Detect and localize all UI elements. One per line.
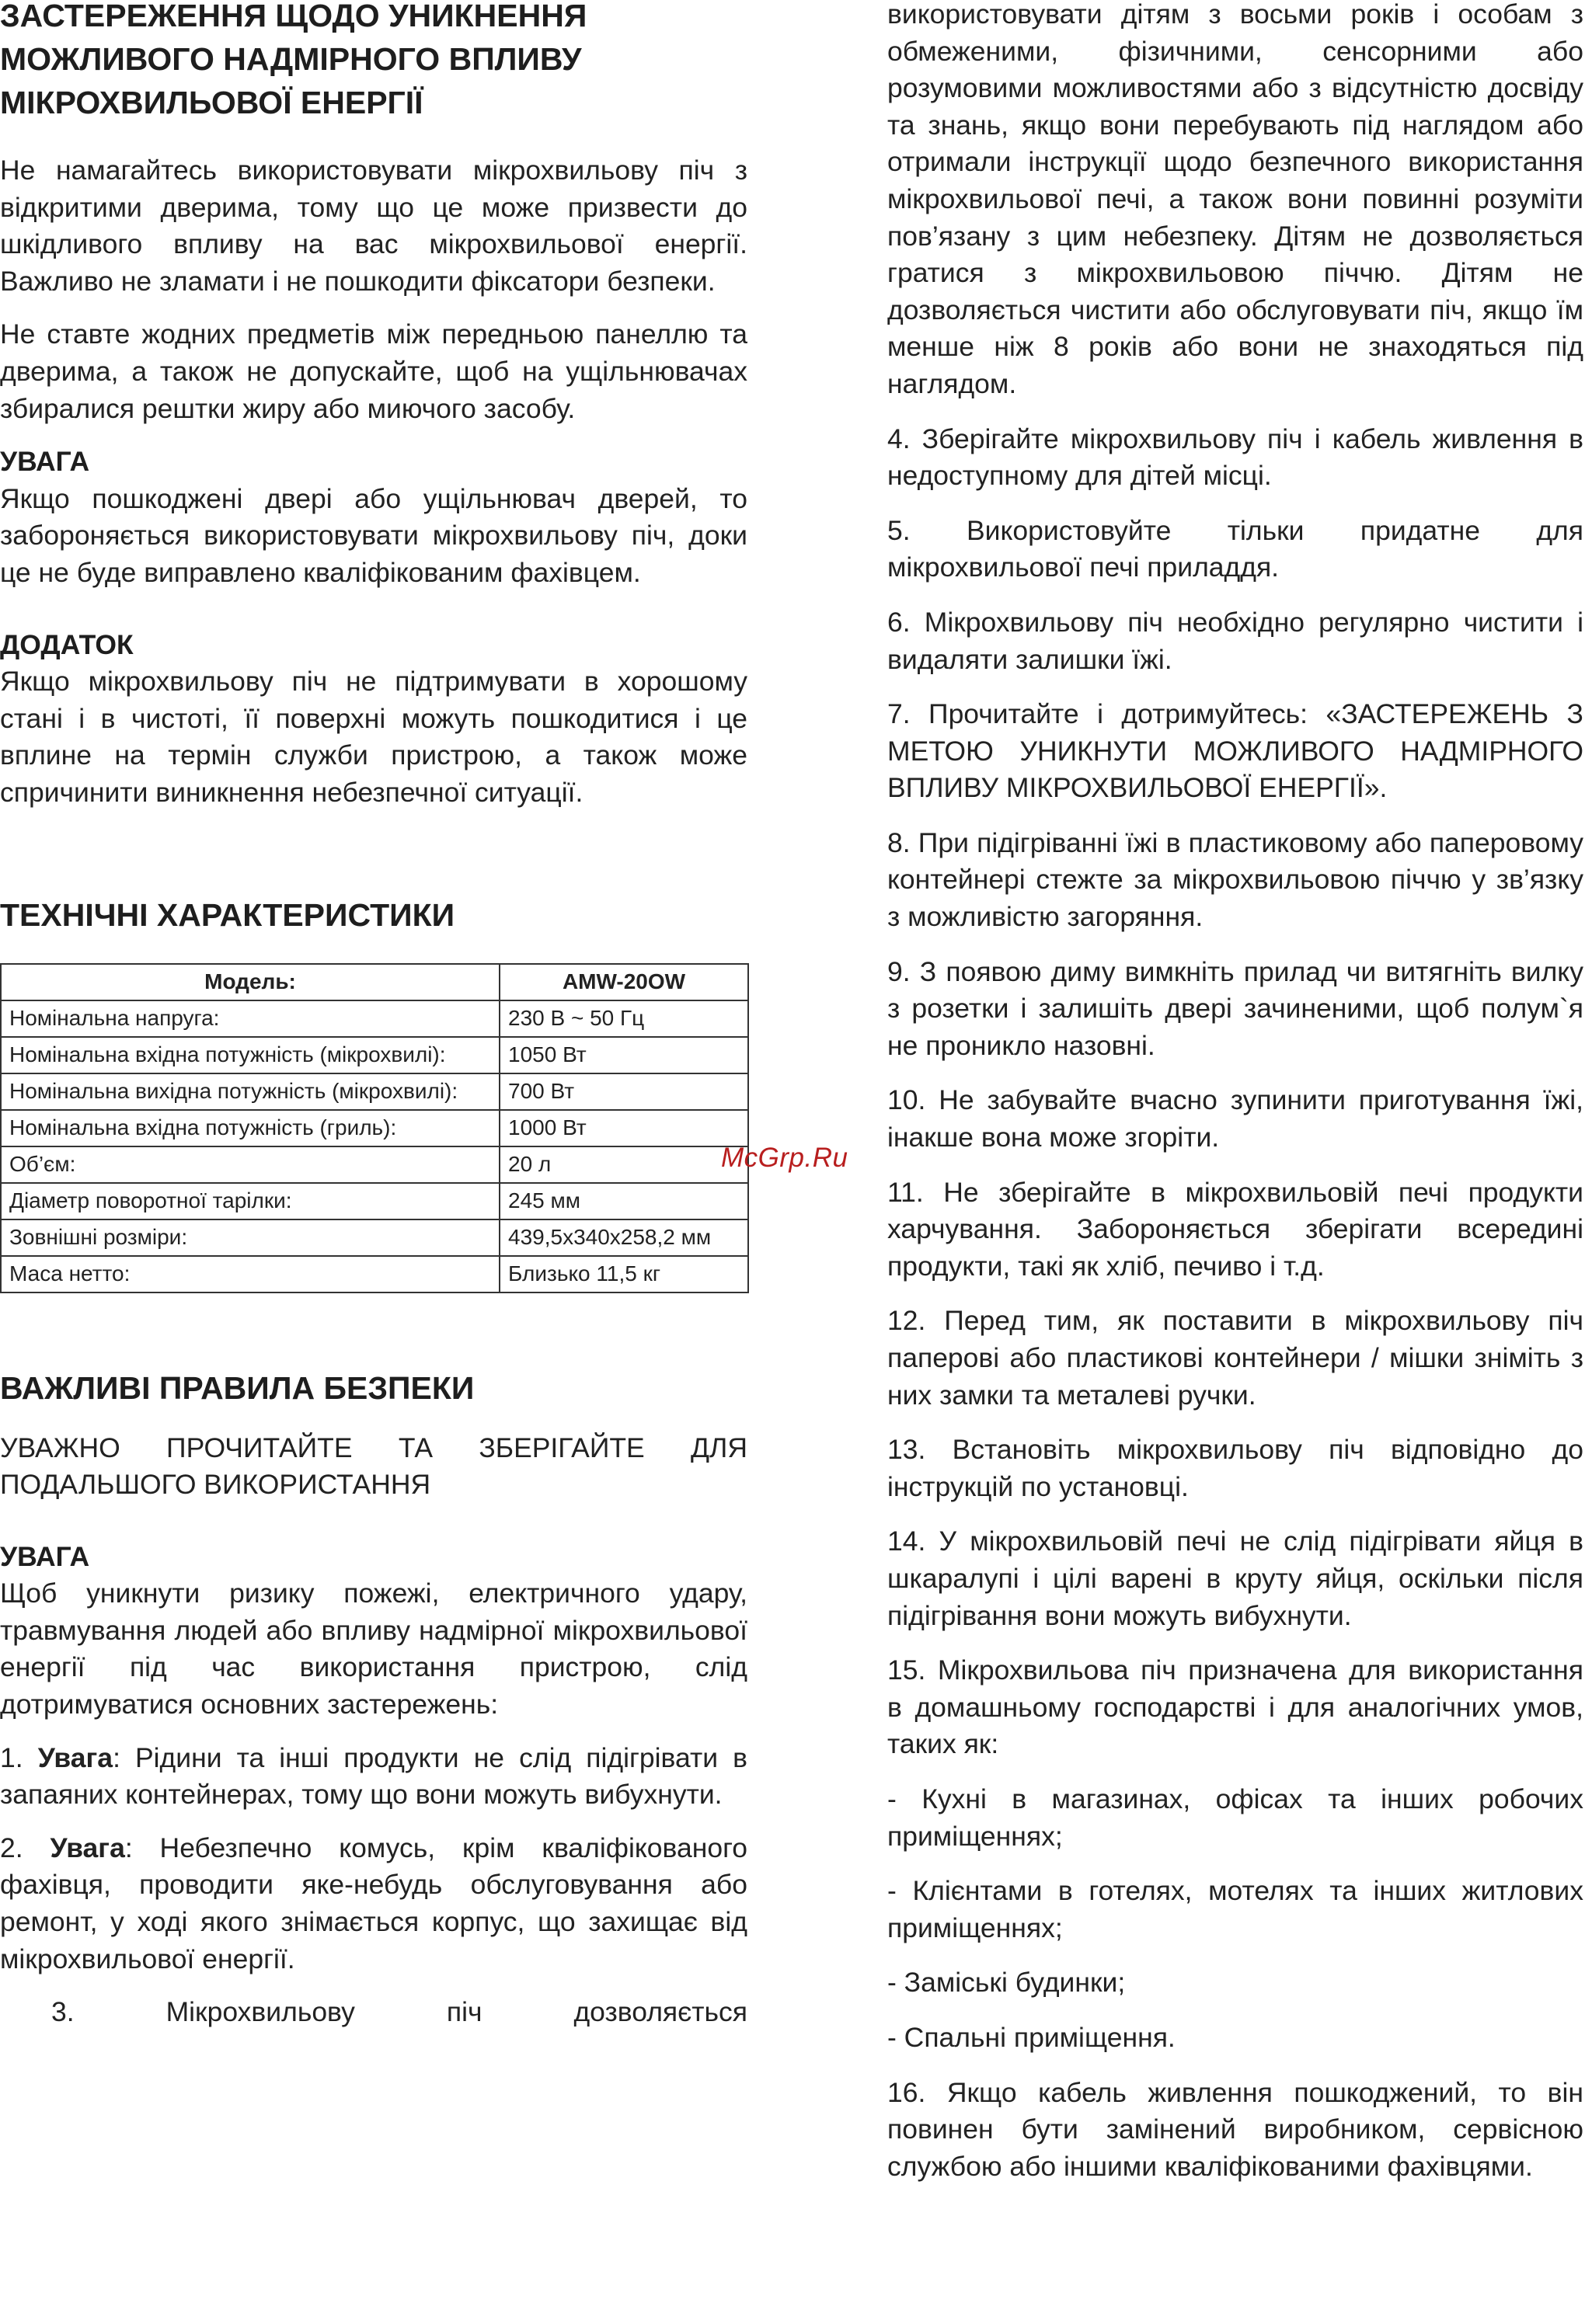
item-number: 2. (0, 1832, 51, 1863)
table-row (1, 1146, 748, 1183)
spec-label: Об’єм: (1, 1146, 500, 1183)
addendum-heading: ДОДАТОК (0, 628, 134, 660)
warning-text: Якщо пошкоджені двері або ущільнювач дверей, то забороняється використовувати мікрохвильову піч, доки це не буде виправлено кваліфікованим фахівцем. (0, 482, 747, 588)
spec-value: 245 мм (500, 1183, 748, 1219)
table-row (1, 1110, 748, 1146)
specs-table-header (1, 964, 748, 1000)
read-and-keep-notice: УВАЖНО ПРОЧИТАЙТЕ ТА ЗБЕРІГАЙТЕ ДЛЯ ПОДАЛЬШОГО ВИКОРИСТАННЯ (0, 1432, 747, 1501)
safety-item-6: 6. Мікрохвильову піч необхідно регулярно чистити і видаляти залишки їжі. (887, 606, 1583, 675)
item-text: : Небезпечно комусь, крім кваліфікованого фахівця, проводити яке-небудь обслуговування або ремонт, у ході якого знімається корпус, що захищає від мікрохвильової енергії. (0, 1832, 747, 1974)
warning-heading: УВАГА (0, 446, 90, 478)
safety-item-15: 15. Мікрохвильова піч призначена для використання в домашньому господарстві і для аналогічних умов, таких як: (887, 1654, 1583, 1760)
safety-item-12: 12. Перед тим, як поставити в мікрохвильову піч паперові або пластикові контейнери / мішки зніміть з них замки та металеві ручки. (887, 1305, 1583, 1411)
safety-item-3-start: 3. Мікрохвильову піч дозволяється (51, 1996, 747, 2028)
right-column (887, 0, 1583, 2185)
spec-value: 20 л (500, 1146, 748, 1183)
item-text: : Рідини та інші продукти не слід підігрівати в запаяних контейнерах, тому що вони можуть вибухнути. (0, 1741, 747, 1811)
paragraph-door-seals: Не ставте жодних предметів між передньою панеллю та дверима, а також не допускайте, щоб на ущільнювачах збиралися рештки жиру або миючого засобу. (0, 318, 747, 424)
safety-item-11: 11. Не зберігайте в мікрохвильовій печі продукти харчування. Забороняється зберігати всередині продукти, такі як хліб, печиво і т.д. (887, 1176, 1583, 1282)
left-column (0, 0, 747, 2031)
watermark: McGrp.Ru (721, 1143, 848, 1173)
safety-item-16: 16. Якщо кабель живлення пошкоджений, то він повинен бути замінений виробником, сервісною службою або іншими кваліфікованими фахівцями. (887, 2076, 1583, 2182)
safety-item-1 (0, 1740, 747, 1814)
specs-table (0, 963, 749, 1293)
spec-value: 700 Вт (500, 1073, 748, 1110)
item-bold-label: Увага (50, 1832, 125, 1863)
safety-item-4: 4. Зберігайте мікрохвильову піч і кабель живлення в недоступному для дітей місці. (887, 423, 1583, 492)
table-row (1, 1256, 748, 1292)
spec-value: 1000 Вт (500, 1110, 748, 1146)
spec-value: 1050 Вт (500, 1037, 748, 1073)
usage-country-houses: - Заміські будинки; (887, 1967, 1126, 1999)
spec-label: Номінальна вхідна потужність (мікрохвилі): (1, 1037, 500, 1073)
safety-rules-title: ВАЖЛИВІ ПРАВИЛА БЕЗПЕКИ (0, 1369, 475, 1406)
safety-item-10: 10. Не забувайте вчасно зупинити приготування їжі, інакше вона може згоріти. (887, 1084, 1583, 1153)
addendum-text: Якщо мікрохвильову піч не підтримувати в хорошому стані і в чистоті, її поверхні можуть пошкодитися і це вплине на термін служби пристрою, а також може спричинити виникнення небезпечної ситуації. (0, 666, 747, 808)
item-bold-label: Увага (37, 1741, 113, 1773)
spec-value: Близько 11,5 кг (500, 1256, 748, 1292)
safety-item-9: 9. З появою диму вимкніть прилад чи витягніть вилку з розетки і залишіть двері зачиненими, щоб полум`я не проникло назовні. (887, 955, 1583, 1061)
specs-header-value: AMW-20OW (500, 964, 748, 1000)
spec-label: Маса нетто: (1, 1256, 500, 1292)
safety-item-3-cont: використовувати дітям з восьми років і особам з обмеженими, фізичними, сенсорними або розумовими можливостями або з відсутністю досвіду та знань, якщо вони перебувають під наглядом або отримали інструкції щодо безпечного використання мікрохвильової печі, а також вони повинні розуміти пов’язану з цим небезпеку. Дітям не дозволяється гратися з мікрохвильовою піччю. Дітям не дозволяється чистити або обслуговувати піч, якщо їм менше ніж 8 років або вони не знаходяться під наглядом. (887, 0, 1583, 399)
table-row (1, 1183, 748, 1219)
spec-label: Діаметр поворотної тарілки: (1, 1183, 500, 1219)
spec-label: Номінальна вихідна потужність (мікрохвилі): (1, 1073, 500, 1110)
warning2-text: Щоб уникнути ризику пожежі, електричного удару, травмування людей або впливу надмірної мікрохвильової енергії під час використання пристрою, слід дотримуватися основних застережень: (0, 1578, 747, 1720)
spec-value: 439,5х340х258,2 мм (500, 1219, 748, 1256)
item-number: 1. (0, 1741, 38, 1773)
spec-label: Номінальна напруга: (1, 1000, 500, 1037)
safety-item-7: 7. Прочитайте і дотримуйтесь: «ЗАСТЕРЕЖЕНЬ З МЕТОЮ УНИКНУТИ МОЖЛИВОГО НАДМІРНОГО ВПЛИВУ МІКРОХВИЛЬОВОЇ ЕНЕРГІЇ». (887, 698, 1583, 804)
warning2-heading: УВАГА (0, 1540, 90, 1572)
table-row (1, 1219, 748, 1256)
table-row (1, 1073, 748, 1110)
safety-item-5: 5. Використовуйте тільки придатне для мікрохвильової печі приладдя. (887, 514, 1583, 583)
safety-item-13: 13. Встановіть мікрохвильову піч відповідно до інструкцій по установці. (887, 1434, 1583, 1502)
safety-item-8: 8. При підігріванні їжі в пластиковому або паперовому контейнері стежте за мікрохвильовою піччю у зв’язку з можливістю загоряння. (887, 826, 1583, 933)
spec-label: Зовнішні розміри: (1, 1219, 500, 1256)
specs-header-model: Модель: (1, 964, 500, 1000)
microwave-exposure-title: ЗАСТЕРЕЖЕННЯ ЩОДО УНИКНЕННЯ МОЖЛИВОГО НАДМІРНОГО ВПЛИВУ МІКРОХВИЛЬОВОЇ ЕНЕРГІЇ (0, 0, 587, 120)
table-row (1, 1037, 748, 1073)
safety-item-2 (0, 1830, 747, 1978)
spec-value: 230 В ~ 50 Гц (500, 1000, 748, 1037)
table-row (1, 1000, 748, 1037)
usage-hotels: - Клієнтами в готелях, мотелях та інших житлових приміщеннях; (887, 1875, 1583, 1943)
safety-item-14: 14. У мікрохвильовій печі не слід підігрівати яйця в шкаралупі і цілі варені в круту яйця, оскільки після підігрівання вони можуть вибухнути. (887, 1526, 1583, 1631)
usage-shops-offices: - Кухні в магазинах, офісах та інших робочих приміщеннях; (887, 1783, 1583, 1852)
paragraph-open-door: Не намагайтесь використовувати мікрохвильову піч з відкритими дверима, тому що це може призвести до шкідливого впливу на вас мікрохвильової енергії. Важливо не зламати і не пошкодити фіксатори безпеки. (0, 155, 747, 297)
specs-title: ТЕХНІЧНІ ХАРАКТЕРИСТИКИ (0, 896, 455, 933)
usage-bedrooms: - Спальні приміщення. (887, 2021, 1176, 2053)
spec-label: Номінальна вхідна потужність (гриль): (1, 1110, 500, 1146)
